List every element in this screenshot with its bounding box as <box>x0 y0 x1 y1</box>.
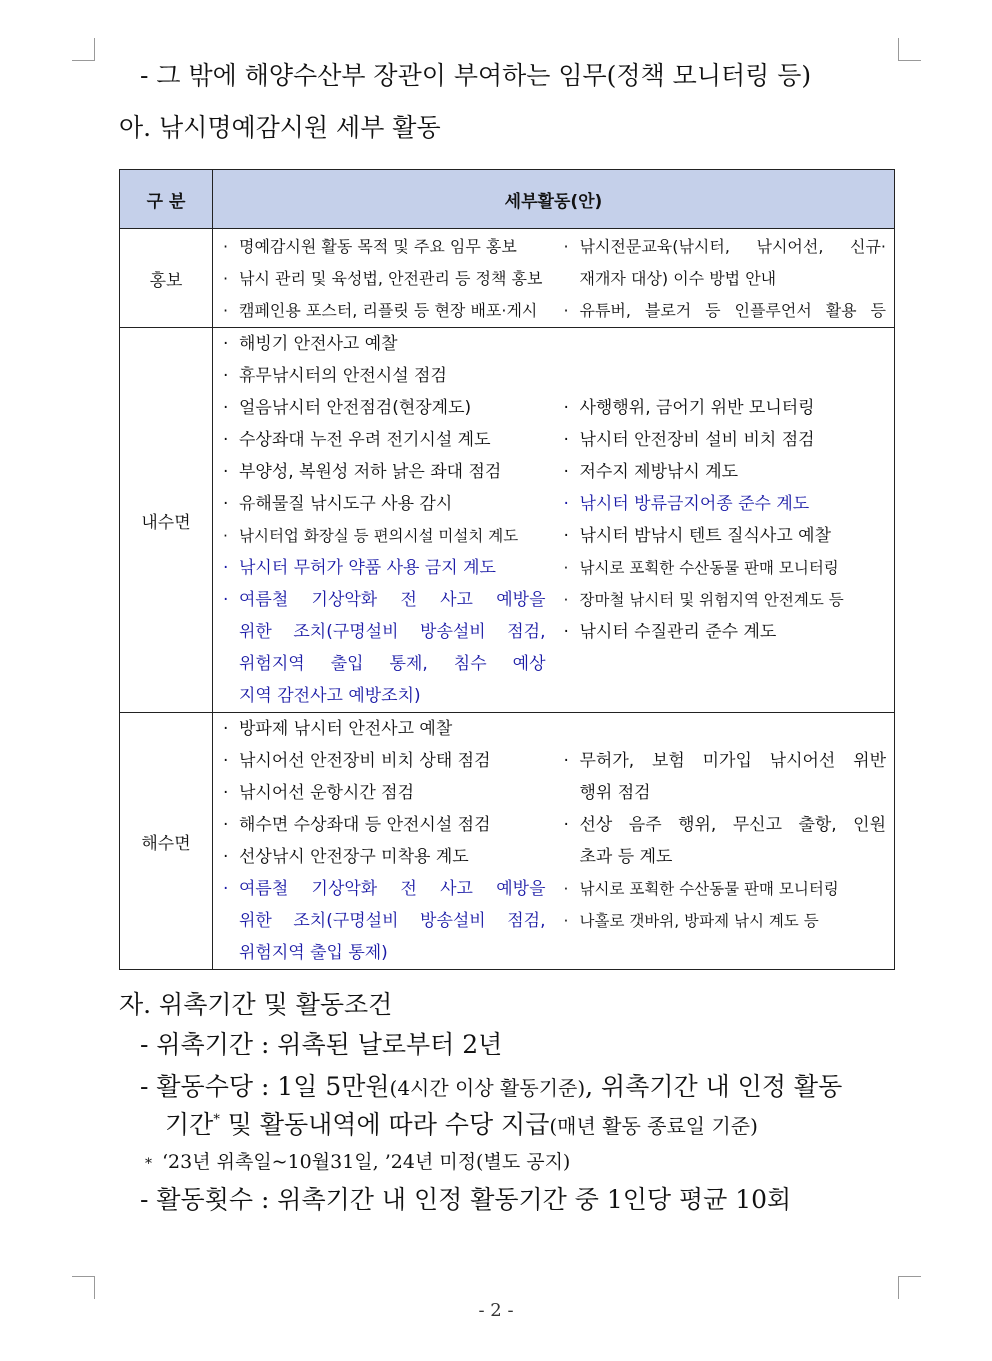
section-b-title: 자. 위촉기간 및 활동조건 <box>119 990 393 1019</box>
list-item-continuation: 위한 조치(구명설비 방송설비 점검, <box>239 911 546 931</box>
list-item: · 해빙기 안전사고 예찰 <box>223 334 398 354</box>
list-item: · 장마철 낚시터 및 위험지역 안전계도 등 <box>563 591 844 609</box>
header-detail: 세부활동(안) <box>213 170 895 229</box>
table-header-row <box>120 170 895 229</box>
list-item: · 캠페인용 포스터, 리플릿 등 현장 배포·게시 <box>223 301 538 320</box>
list-item: · 사행행위, 금어기 위반 모니터링 <box>563 398 815 418</box>
list-item: · 휴무낚시터의 안전시설 점검 <box>223 366 447 386</box>
list-item: · 유튜버, 블로거 등 인플루언서 활용 등 <box>563 301 886 320</box>
crop-mark-bottom-right <box>898 1276 921 1299</box>
footnote-marker: * <box>213 1112 220 1128</box>
list-item-continuation: 행위 점검 <box>579 783 651 803</box>
section-a-title: 아. 낚시명예감시원 세부 활동 <box>119 113 441 142</box>
category-cell: 홍보 <box>120 229 213 328</box>
footnote: * ‘23년 위촉일~10월31일, ’24년 미정(별도 공지) <box>145 1151 571 1173</box>
list-item: · 나홀로 갯바위, 방파제 낚시 계도 등 <box>563 912 819 930</box>
list-item-continuation: 초과 등 계도 <box>579 847 673 867</box>
crop-mark-bottom-left <box>72 1276 95 1299</box>
table-row-sea <box>120 713 895 970</box>
category-cell: 내수면 <box>120 328 213 713</box>
list-item: · 낚시터 무허가 약품 사용 금지 계도 <box>223 558 496 578</box>
list-item: · 낚시터업 화장실 등 편의시설 미설치 계도 <box>223 527 519 545</box>
list-item: · 선상 음주 행위, 무신고 출항, 인원 <box>563 815 886 835</box>
list-item: · 방파제 낚시터 안전사고 예찰 <box>223 719 453 739</box>
crop-mark-top-right <box>898 38 921 61</box>
intro-line: - 그 밖에 해양수산부 장관이 부여하는 임무(정책 모니터링 등) <box>140 61 812 90</box>
list-item: · 명예감시원 활동 목적 및 주요 임무 홍보 <box>223 237 517 256</box>
list-item: · 낚시전문교육(낚시터, 낚시어선, 신규· <box>563 237 886 256</box>
list-item-continuation: 재개자 대상) 이수 방법 안내 <box>579 269 777 288</box>
list-item: · 여름철 기상악화 전 사고 예방을 <box>223 590 546 610</box>
list-item-continuation: 지역 감전사고 예방조치) <box>239 686 421 706</box>
pay-line-2: 기간* 및 활동내역에 따라 수당 지급(매년 활동 종료일 기준) <box>165 1110 758 1139</box>
category-cell: 해수면 <box>120 713 213 970</box>
list-item: · 낚시로 포획한 수산동물 판매 모니터링 <box>563 559 839 577</box>
list-item: · 낚시어선 안전장비 비치 상태 점검 <box>223 751 491 771</box>
list-item: · 얼음낚시터 안전점검(현장계도) <box>223 398 472 418</box>
pay-line-1: - 활동수당 : 1일 5만원(4시간 이상 활동기준), 위촉기간 내 인정 활동 <box>140 1072 843 1101</box>
list-item: · 유해물질 낚시도구 사용 감시 <box>223 494 453 514</box>
crop-mark-top-left <box>72 38 95 61</box>
list-item-continuation: 위험지역 출입 통제, 침수 예상 <box>239 654 546 674</box>
list-item: · 낚시터 안전장비 설비 비치 점검 <box>563 430 815 450</box>
list-item: · 여름철 기상악화 전 사고 예방을 <box>223 879 546 899</box>
list-item: · 낚시로 포획한 수산동물 판매 모니터링 <box>563 880 839 898</box>
term-line: - 위촉기간 : 위촉된 날로부터 2년 <box>140 1030 503 1059</box>
list-item: · 수상좌대 누전 우려 전기시설 계도 <box>223 430 491 450</box>
header-category: 구 분 <box>120 170 213 229</box>
list-item: · 낚시 관리 및 육성법, 안전관리 등 정책 홍보 <box>223 269 543 288</box>
list-item-continuation: 위한 조치(구명설비 방송설비 점검, <box>239 622 546 642</box>
list-item: · 저수지 제방낚시 계도 <box>563 462 739 482</box>
list-item: · 부양성, 복원성 저하 낡은 좌대 점검 <box>223 462 502 482</box>
list-item: · 해수면 수상좌대 등 안전시설 점검 <box>223 815 491 835</box>
list-item: · 선상낚시 안전장구 미착용 계도 <box>223 847 469 867</box>
list-item: · 낚시어선 운항시간 점검 <box>223 783 415 803</box>
list-item: · 낚시터 수질관리 준수 계도 <box>563 622 777 642</box>
count-line: - 활동횟수 : 위촉기간 내 인정 활동기간 중 1인당 평균 10회 <box>140 1185 792 1214</box>
activities-table <box>119 169 895 970</box>
table-row-promotion <box>120 229 895 328</box>
list-item: · 낚시터 방류금지어종 준수 계도 <box>563 494 810 514</box>
list-item: · 무허가, 보험 미가입 낚시어선 위반 <box>563 751 886 771</box>
list-item-continuation: 위험지역 출입 통제) <box>239 943 388 963</box>
table-row-inland <box>120 328 895 713</box>
page-number: - 2 - <box>478 1300 514 1321</box>
list-item: · 낚시터 밤낚시 텐트 질식사고 예찰 <box>563 526 832 546</box>
